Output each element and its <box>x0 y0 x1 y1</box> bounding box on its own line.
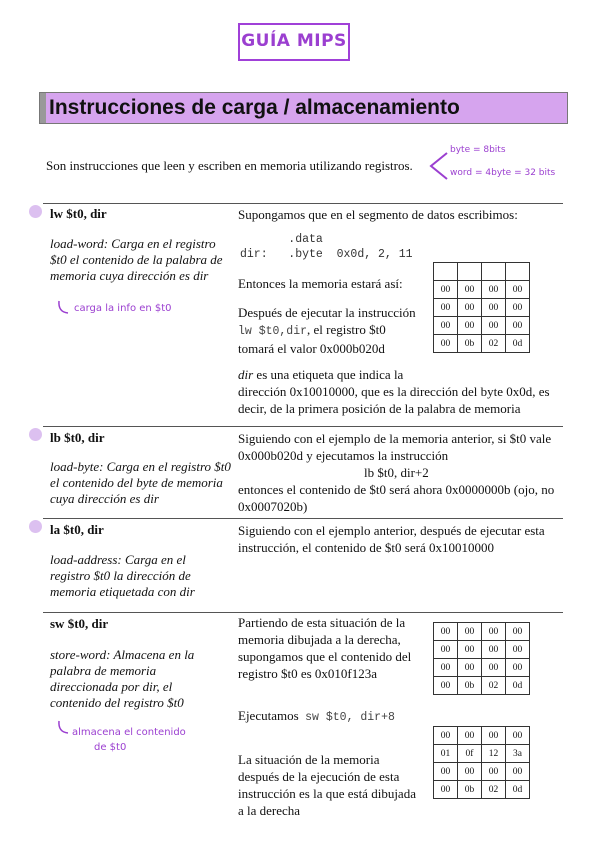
memory-cell: 00 <box>458 659 482 677</box>
instr-sw: sw $t0, dir <box>50 616 109 631</box>
memory-cell: 00 <box>458 641 482 659</box>
memory-cell: 00 <box>482 659 506 677</box>
memory-cell: 00 <box>458 763 482 781</box>
memory-cell <box>482 263 506 281</box>
page-title: GUÍA MIPS <box>238 23 350 61</box>
memory-cell: 02 <box>482 335 506 353</box>
lw-code <box>240 232 413 262</box>
lw-p3 <box>238 304 428 357</box>
memory-cell: 00 <box>458 317 482 335</box>
divider <box>43 203 563 204</box>
memory-cell: 00 <box>482 317 506 335</box>
sw-p1: Partiendo de esta situación de la memoria dibujada a la derecha, supongamos que el contenido del registro $t0 es 0x010f123a <box>238 615 412 681</box>
bullet-icon <box>29 520 42 533</box>
lw-p4-c: dirección 0x10010000, que es la dirección del byte 0x0d, es decir, de la primera posición de la palabra de memoria <box>238 384 550 416</box>
memory-cell: 00 <box>434 727 458 745</box>
memory-row <box>434 677 530 695</box>
memory-cell: 00 <box>434 299 458 317</box>
memory-cell <box>458 263 482 281</box>
memory-cell: 00 <box>506 623 530 641</box>
lw-p4-a: dir <box>238 367 254 382</box>
memory-row <box>434 641 530 659</box>
lw-p3-b: , el registro $t0 <box>307 322 386 337</box>
memory-row <box>434 659 530 677</box>
memory-cell: 00 <box>458 623 482 641</box>
desc-sw: store-word: Almacena en la palabra de memoria direccionada por dir, el contenido del registro $t0 <box>50 647 195 710</box>
bullet-icon <box>29 428 42 441</box>
memory-cell: 00 <box>434 677 458 695</box>
memory-row <box>434 299 530 317</box>
memory-cell: 00 <box>482 727 506 745</box>
memory-table-sw-after <box>433 726 530 799</box>
memory-cell: 00 <box>506 659 530 677</box>
lw-code-line1: .data <box>240 233 323 246</box>
memory-cell: 00 <box>482 623 506 641</box>
memory-cell: 00 <box>482 641 506 659</box>
memory-cell: 00 <box>506 281 530 299</box>
memory-cell: 00 <box>506 763 530 781</box>
bullet-icon <box>29 205 42 218</box>
divider <box>43 518 563 519</box>
memory-cell: 00 <box>506 299 530 317</box>
memory-cell: 00 <box>458 281 482 299</box>
memory-cell: 0d <box>506 781 530 799</box>
memory-cell: 00 <box>458 299 482 317</box>
desc-lw: load-word: Carga en el registro $t0 el contenido de la palabra de memoria cuya dirección es dir <box>50 236 223 283</box>
instr-lb: lb $t0, dir <box>50 430 105 445</box>
lw-p3-c: tomará el valor 0x000b020d <box>238 341 385 356</box>
memory-cell: 00 <box>482 299 506 317</box>
memory-cell: 00 <box>506 317 530 335</box>
memory-cell: 02 <box>482 781 506 799</box>
note-word: word = 4byte = 32 bits <box>450 168 556 178</box>
memory-cell: 00 <box>434 281 458 299</box>
memory-cell: 00 <box>434 623 458 641</box>
note-sw-2: de $t0 <box>94 742 127 753</box>
memory-cell: 02 <box>482 677 506 695</box>
memory-row <box>434 281 530 299</box>
hook-arrow-icon <box>56 720 70 736</box>
lw-code-line2: dir: .byte 0x0d, 2, 11 <box>240 248 413 261</box>
memory-row <box>434 623 530 641</box>
memory-cell: 00 <box>434 641 458 659</box>
memory-cell: 0f <box>458 745 482 763</box>
instr-lw: lw $t0, dir <box>50 206 107 221</box>
memory-cell: 0d <box>506 677 530 695</box>
memory-cell: 00 <box>434 317 458 335</box>
divider <box>43 426 563 427</box>
sw-p2-code: sw $t0, dir+8 <box>305 711 395 724</box>
memory-table-lw <box>433 262 530 353</box>
lw-p1: Supongamos que en el segmento de datos escribimos: <box>238 207 518 222</box>
lw-p4 <box>238 366 428 383</box>
brace-icon <box>425 150 451 182</box>
lw-p3-a: Después de ejecutar la instrucción <box>238 305 416 320</box>
memory-row <box>434 335 530 353</box>
memory-cell: 00 <box>506 641 530 659</box>
note-sw-1: almacena el contenido <box>72 727 186 738</box>
memory-row <box>434 763 530 781</box>
lb-p3: entonces el contenido de $t0 será ahora 0x0000000b (ojo, no 0x0007020b) <box>238 482 555 514</box>
memory-cell: 00 <box>482 281 506 299</box>
lw-p3-code: lw $t0,dir <box>238 325 308 338</box>
memory-cell: 0b <box>458 781 482 799</box>
note-lw: carga la info en $t0 <box>74 303 172 314</box>
sw-p2 <box>238 707 395 726</box>
lw-p2: Entonces la memoria estará así: <box>238 276 403 291</box>
memory-cell <box>434 263 458 281</box>
section-heading: Instrucciones de carga / almacenamiento <box>49 96 460 119</box>
instr-la: la $t0, dir <box>50 522 104 537</box>
memory-cell: 00 <box>434 763 458 781</box>
memory-cell: 0b <box>458 335 482 353</box>
divider <box>43 612 563 613</box>
memory-cell: 0d <box>506 335 530 353</box>
memory-row <box>434 263 530 281</box>
memory-row <box>434 727 530 745</box>
la-p1: Siguiendo con el ejemplo anterior, después de ejecutar esta instrucción, el contenido de $t0 será 0x10010000 <box>238 523 545 555</box>
hook-arrow-icon <box>56 300 70 316</box>
memory-cell: 00 <box>434 335 458 353</box>
memory-cell: 00 <box>482 763 506 781</box>
intro-text: Son instrucciones que leen y escriben en memoria utilizando registros. <box>46 158 413 173</box>
sw-p3: La situación de la memoria después de la ejecución de esta instrucción es la que está dibujada a la derecha <box>238 752 416 818</box>
memory-row <box>434 317 530 335</box>
memory-row <box>434 781 530 799</box>
desc-la: load-address: Carga en el registro $t0 la dirección de memoria etiquetada con dir <box>50 552 195 599</box>
memory-cell: 0b <box>458 677 482 695</box>
memory-cell: 01 <box>434 745 458 763</box>
sw-p2-a: Ejecutamos <box>238 708 299 723</box>
memory-cell: 3a <box>506 745 530 763</box>
memory-cell: 12 <box>482 745 506 763</box>
desc-lb: load-byte: Carga en el registro $t0 el contenido del byte de memoria cuya dirección es dir <box>50 459 231 506</box>
memory-cell <box>506 263 530 281</box>
memory-cell: 00 <box>506 727 530 745</box>
memory-cell: 00 <box>458 727 482 745</box>
memory-table-sw-before <box>433 622 530 695</box>
lb-p2: lb $t0, dir+2 <box>364 465 429 480</box>
lw-p4-b: es una etiqueta que indica la <box>253 367 404 382</box>
memory-cell: 00 <box>434 659 458 677</box>
memory-cell: 00 <box>434 781 458 799</box>
note-byte: byte = 8bits <box>450 145 506 155</box>
memory-row <box>434 745 530 763</box>
lb-p1: Siguiendo con el ejemplo de la memoria anterior, si $t0 vale 0x000b020d y ejecutamos la instrucción <box>238 431 552 463</box>
